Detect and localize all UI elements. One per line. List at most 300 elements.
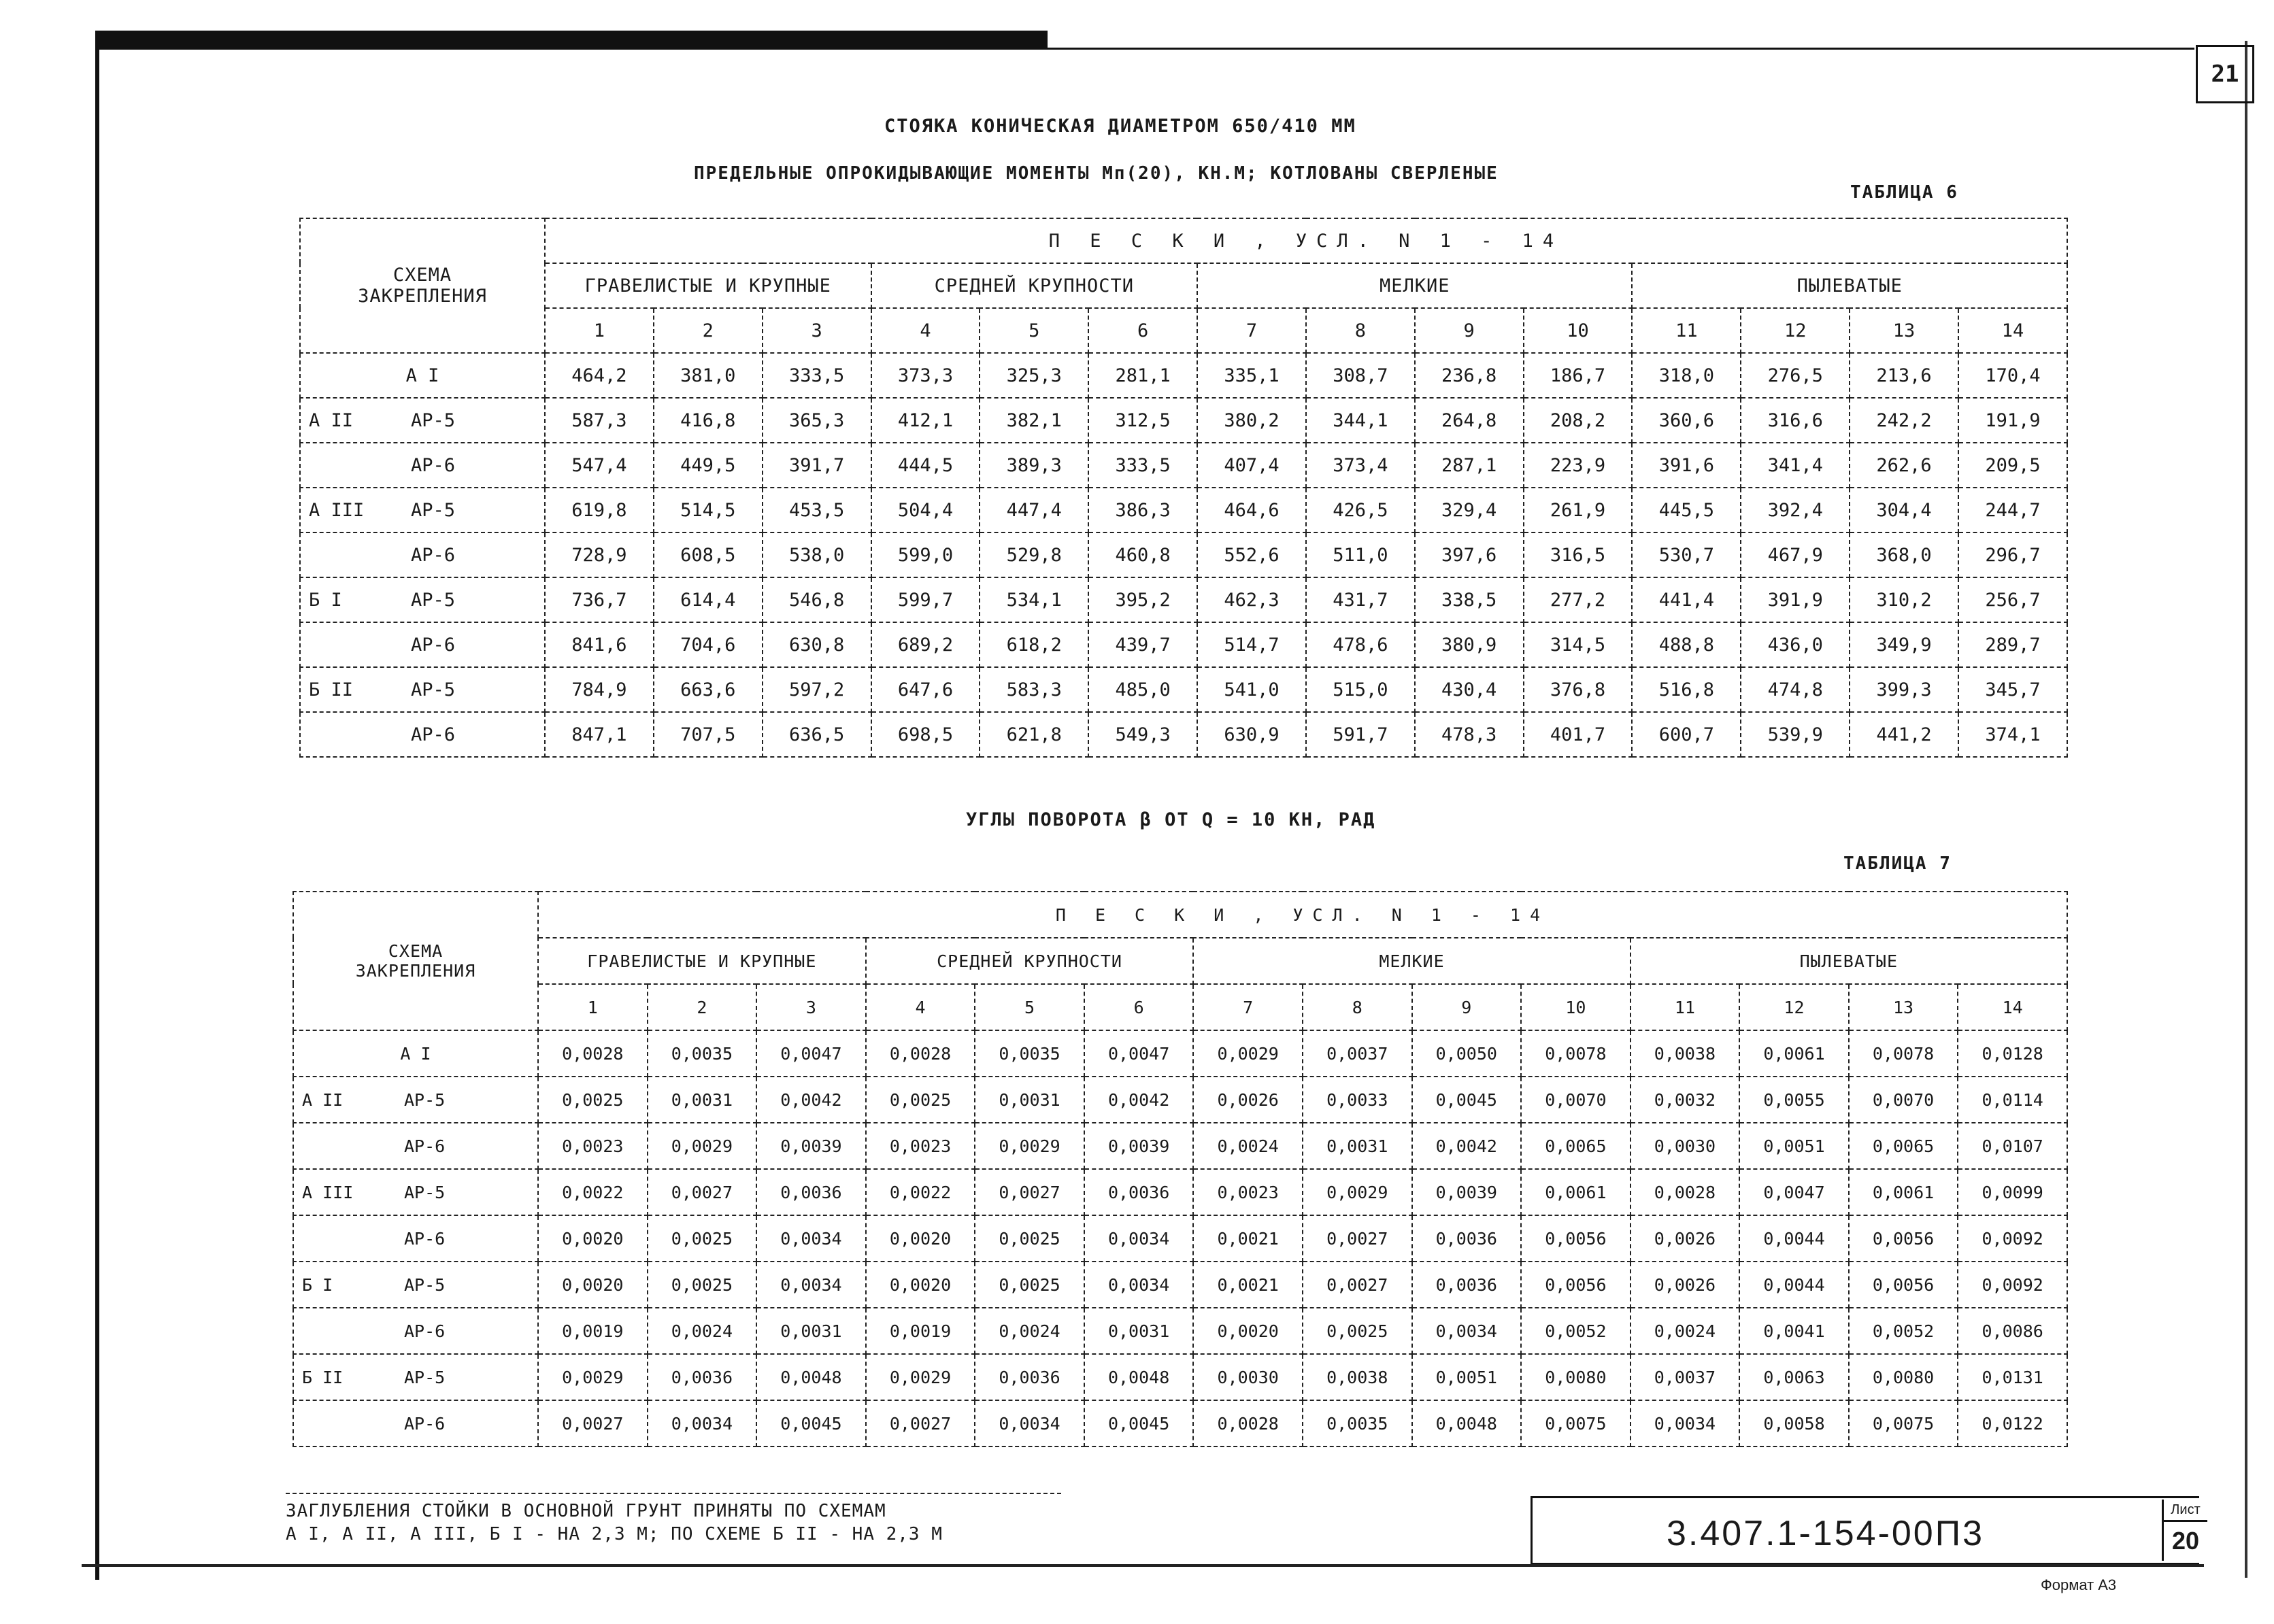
column-number: 14: [1958, 984, 2067, 1030]
value-cell: 847,1: [545, 712, 654, 757]
value-cell: 636,5: [763, 712, 871, 757]
table-row: [300, 667, 2067, 712]
table-row: [293, 1123, 2067, 1169]
value-cell: 310,2: [1850, 577, 1958, 622]
value-cell: 397,6: [1415, 532, 1524, 577]
value-cell: 0,0078: [1849, 1030, 1958, 1077]
value-cell: 0,0021: [1193, 1215, 1303, 1262]
value-cell: 0,0025: [1303, 1308, 1412, 1354]
value-cell: 552,6: [1197, 532, 1306, 577]
value-cell: 0,0061: [1521, 1169, 1631, 1215]
value-cell: 0,0047: [1084, 1030, 1194, 1077]
group-header-4: ПЫЛЕВАТЫЕ: [1632, 263, 2067, 308]
column-number: 8: [1306, 308, 1415, 353]
value-cell: 441,4: [1632, 577, 1741, 622]
value-cell: 208,2: [1524, 398, 1633, 443]
value-cell: 534,1: [980, 577, 1088, 622]
header-row-3: [300, 308, 2067, 353]
row-label: [293, 1169, 538, 1215]
value-cell: 0,0080: [1521, 1354, 1631, 1400]
value-cell: 335,1: [1197, 353, 1306, 398]
value-cell: 0,0020: [866, 1215, 975, 1262]
value-cell: 0,0031: [648, 1077, 757, 1123]
value-cell: 0,0029: [1303, 1169, 1412, 1215]
anchor-type-label: АР-6: [411, 454, 456, 476]
table-row: [300, 577, 2067, 622]
value-cell: 426,5: [1306, 488, 1415, 532]
value-cell: 261,9: [1524, 488, 1633, 532]
value-cell: 0,0036: [756, 1169, 866, 1215]
value-cell: 0,0061: [1849, 1169, 1958, 1215]
value-cell: 0,0028: [1631, 1169, 1740, 1215]
value-cell: 0,0025: [648, 1215, 757, 1262]
anchor-type-label: АР-5: [411, 589, 456, 611]
value-cell: 0,0039: [1412, 1169, 1522, 1215]
column-number: 12: [1741, 308, 1850, 353]
sheet-box: [2162, 1500, 2207, 1561]
value-cell: 0,0030: [1631, 1123, 1740, 1169]
value-cell: 0,0034: [1084, 1262, 1194, 1308]
column-number: 10: [1524, 308, 1633, 353]
value-cell: 373,3: [871, 353, 980, 398]
value-cell: 0,0036: [1084, 1169, 1194, 1215]
anchor-type-label: АР-5: [404, 1367, 446, 1387]
value-cell: 549,3: [1088, 712, 1197, 757]
group-header-3: МЕЛКИЕ: [1193, 938, 1630, 984]
value-cell: 704,6: [654, 622, 763, 667]
anchor-type-label: АР-5: [411, 409, 456, 431]
value-cell: 312,5: [1088, 398, 1197, 443]
anchor-type-label: АР-5: [404, 1182, 446, 1202]
value-cell: 0,0044: [1739, 1215, 1849, 1262]
value-cell: 0,0027: [538, 1400, 648, 1447]
value-cell: 698,5: [871, 712, 980, 757]
value-cell: 0,0028: [866, 1030, 975, 1077]
value-cell: 0,0052: [1521, 1308, 1631, 1354]
group-header-1: ГРАВЕЛИСТЫЕ И КРУПНЫЕ: [545, 263, 871, 308]
value-cell: 0,0051: [1739, 1123, 1849, 1169]
value-cell: 599,7: [871, 577, 980, 622]
row-label: [293, 1077, 538, 1123]
scheme-header: [300, 218, 545, 353]
value-cell: 583,3: [980, 667, 1088, 712]
value-cell: 0,0048: [756, 1354, 866, 1400]
value-cell: 547,4: [545, 443, 654, 488]
value-cell: 244,7: [1958, 488, 2067, 532]
table-row: [300, 622, 2067, 667]
value-cell: 264,8: [1415, 398, 1524, 443]
value-cell: 0,0041: [1739, 1308, 1849, 1354]
scheme-label: Б II: [302, 1367, 344, 1387]
page-title: СТОЯКА КОНИЧЕСКАЯ ДИАМЕТРОМ 650/410 ММ: [884, 116, 1356, 137]
soil-group-header: П Е С К И , УСЛ. N 1 - 14: [538, 892, 2067, 938]
value-cell: 0,0092: [1958, 1262, 2067, 1308]
column-number: 7: [1193, 984, 1303, 1030]
value-cell: 392,4: [1741, 488, 1850, 532]
value-cell: 373,4: [1306, 443, 1415, 488]
column-number: 2: [648, 984, 757, 1030]
value-cell: 0,0050: [1412, 1030, 1522, 1077]
value-cell: 0,0024: [975, 1308, 1084, 1354]
column-number: 8: [1303, 984, 1412, 1030]
anchor-type-label: АР-6: [404, 1136, 446, 1156]
value-cell: 516,8: [1632, 667, 1741, 712]
value-cell: 333,5: [1088, 443, 1197, 488]
value-cell: 0,0042: [756, 1077, 866, 1123]
value-cell: 0,0034: [1084, 1215, 1194, 1262]
value-cell: 488,8: [1632, 622, 1741, 667]
value-cell: 333,5: [763, 353, 871, 398]
value-cell: 0,0037: [1303, 1030, 1412, 1077]
value-cell: 316,6: [1741, 398, 1850, 443]
row-label: [300, 398, 545, 443]
table-row: [293, 1077, 2067, 1123]
value-cell: 0,0038: [1303, 1354, 1412, 1400]
value-cell: 0,0131: [1958, 1354, 2067, 1400]
table-row: [293, 1169, 2067, 1215]
anchor-type-label: АР-5: [404, 1274, 446, 1295]
value-cell: 478,6: [1306, 622, 1415, 667]
table-row: [293, 1262, 2067, 1308]
value-cell: 0,0027: [1303, 1215, 1412, 1262]
value-cell: 511,0: [1306, 532, 1415, 577]
value-cell: 0,0065: [1849, 1123, 1958, 1169]
value-cell: 445,5: [1632, 488, 1741, 532]
anchor-type-label: АР-6: [404, 1228, 446, 1249]
row-label: [293, 1030, 538, 1077]
value-cell: 376,8: [1524, 667, 1633, 712]
row-label: [300, 712, 545, 757]
column-number: 13: [1849, 984, 1958, 1030]
value-cell: 314,5: [1524, 622, 1633, 667]
value-cell: 365,3: [763, 398, 871, 443]
value-cell: 0,0078: [1521, 1030, 1631, 1077]
value-cell: 449,5: [654, 443, 763, 488]
scheme-label: А II: [309, 409, 354, 431]
value-cell: 0,0107: [1958, 1123, 2067, 1169]
value-cell: 0,0035: [975, 1030, 1084, 1077]
value-cell: 386,3: [1088, 488, 1197, 532]
value-cell: 0,0122: [1958, 1400, 2067, 1447]
column-number: 9: [1412, 984, 1522, 1030]
value-cell: 0,0039: [1084, 1123, 1194, 1169]
column-number: 6: [1084, 984, 1194, 1030]
group-header-2: СРЕДНЕЙ КРУПНОСТИ: [871, 263, 1198, 308]
value-cell: 541,0: [1197, 667, 1306, 712]
value-cell: 0,0070: [1849, 1077, 1958, 1123]
value-cell: 0,0019: [538, 1308, 648, 1354]
table7-label: ТАБЛИЦА 7: [1843, 853, 1952, 874]
value-cell: 329,4: [1415, 488, 1524, 532]
value-cell: 0,0056: [1521, 1215, 1631, 1262]
table6: [299, 218, 2068, 758]
value-cell: 0,0031: [1084, 1308, 1194, 1354]
scheme-label: А I: [400, 1043, 431, 1064]
value-cell: 0,0026: [1193, 1077, 1303, 1123]
value-cell: 0,0045: [1412, 1077, 1522, 1123]
value-cell: 0,0025: [975, 1215, 1084, 1262]
table-row: [300, 398, 2067, 443]
value-cell: 841,6: [545, 622, 654, 667]
value-cell: 546,8: [763, 577, 871, 622]
value-cell: 0,0023: [538, 1123, 648, 1169]
value-cell: 0,0030: [1193, 1354, 1303, 1400]
row-label: [300, 443, 545, 488]
value-cell: 0,0052: [1849, 1308, 1958, 1354]
value-cell: 308,7: [1306, 353, 1415, 398]
value-cell: 0,0026: [1631, 1215, 1740, 1262]
value-cell: 504,4: [871, 488, 980, 532]
anchor-type-label: АР-6: [411, 634, 456, 656]
value-cell: 0,0063: [1739, 1354, 1849, 1400]
value-cell: 0,0024: [1631, 1308, 1740, 1354]
value-cell: 391,9: [1741, 577, 1850, 622]
anchor-type-label: АР-5: [404, 1089, 446, 1110]
value-cell: 0,0055: [1739, 1077, 1849, 1123]
value-cell: 287,1: [1415, 443, 1524, 488]
value-cell: 318,0: [1632, 353, 1741, 398]
value-cell: 0,0039: [756, 1123, 866, 1169]
value-cell: 0,0029: [975, 1123, 1084, 1169]
value-cell: 0,0025: [866, 1077, 975, 1123]
value-cell: 391,6: [1632, 443, 1741, 488]
bottom-border-line: [82, 1564, 2204, 1567]
column-number: 1: [538, 984, 648, 1030]
value-cell: 689,2: [871, 622, 980, 667]
value-cell: 0,0128: [1958, 1030, 2067, 1077]
value-cell: 407,4: [1197, 443, 1306, 488]
table-row: [293, 1400, 2067, 1447]
value-cell: 0,0065: [1521, 1123, 1631, 1169]
value-cell: 444,5: [871, 443, 980, 488]
column-number: 5: [975, 984, 1084, 1030]
value-cell: 395,2: [1088, 577, 1197, 622]
table-row: [300, 443, 2067, 488]
scheme-label: Б II: [309, 679, 354, 700]
value-cell: 0,0061: [1739, 1030, 1849, 1077]
value-cell: 277,2: [1524, 577, 1633, 622]
column-number: 2: [654, 308, 763, 353]
row-label: [293, 1262, 538, 1308]
value-cell: 0,0056: [1849, 1262, 1958, 1308]
value-cell: 0,0034: [1631, 1400, 1740, 1447]
value-cell: 0,0035: [1303, 1400, 1412, 1447]
value-cell: 618,2: [980, 622, 1088, 667]
value-cell: 728,9: [545, 532, 654, 577]
value-cell: 213,6: [1850, 353, 1958, 398]
value-cell: 0,0070: [1521, 1077, 1631, 1123]
column-number: 7: [1197, 308, 1306, 353]
value-cell: 304,4: [1850, 488, 1958, 532]
value-cell: 0,0031: [975, 1077, 1084, 1123]
value-cell: 399,3: [1850, 667, 1958, 712]
value-cell: 464,2: [545, 353, 654, 398]
scheme-label: А III: [302, 1182, 354, 1202]
value-cell: 436,0: [1741, 622, 1850, 667]
value-cell: 0,0092: [1958, 1215, 2067, 1262]
value-cell: 0,0029: [866, 1354, 975, 1400]
value-cell: 538,0: [763, 532, 871, 577]
anchor-type-label: АР-6: [411, 544, 456, 566]
row-label: [293, 1400, 538, 1447]
column-number: 10: [1521, 984, 1631, 1030]
value-cell: 0,0020: [538, 1215, 648, 1262]
group-header-3: МЕЛКИЕ: [1197, 263, 1632, 308]
table-row: [293, 1308, 2067, 1354]
value-cell: 600,7: [1632, 712, 1741, 757]
value-cell: 0,0036: [648, 1354, 757, 1400]
value-cell: 0,0032: [1631, 1077, 1740, 1123]
column-number: 4: [866, 984, 975, 1030]
column-number: 4: [871, 308, 980, 353]
sheet-corner-number: 21: [2196, 45, 2254, 103]
value-cell: 0,0056: [1849, 1215, 1958, 1262]
row-label: [293, 1354, 538, 1400]
row-label: [300, 488, 545, 532]
foundation-note: [286, 1493, 1061, 1564]
anchor-type-label: АР-5: [411, 499, 456, 521]
anchor-type-label: АР-6: [404, 1413, 446, 1434]
header-row-1: [293, 892, 2067, 938]
value-cell: 462,3: [1197, 577, 1306, 622]
column-number: 1: [545, 308, 654, 353]
row-label: [293, 1123, 538, 1169]
value-cell: 514,5: [654, 488, 763, 532]
row-label: [293, 1308, 538, 1354]
value-cell: 599,0: [871, 532, 980, 577]
value-cell: 0,0025: [538, 1077, 648, 1123]
table6-label: ТАБЛИЦА 6: [1850, 182, 1958, 203]
value-cell: 0,0029: [1193, 1030, 1303, 1077]
value-cell: 412,1: [871, 398, 980, 443]
value-cell: 0,0080: [1849, 1354, 1958, 1400]
value-cell: 591,7: [1306, 712, 1415, 757]
value-cell: 0,0056: [1521, 1262, 1631, 1308]
value-cell: 0,0029: [648, 1123, 757, 1169]
column-number: 6: [1088, 308, 1197, 353]
value-cell: 0,0038: [1631, 1030, 1740, 1077]
value-cell: 416,8: [654, 398, 763, 443]
column-number: 5: [980, 308, 1088, 353]
value-cell: 0,0031: [1303, 1123, 1412, 1169]
scheme-label: А III: [309, 499, 365, 521]
value-cell: 262,6: [1850, 443, 1958, 488]
value-cell: 0,0037: [1631, 1354, 1740, 1400]
value-cell: 460,8: [1088, 532, 1197, 577]
value-cell: 0,0019: [866, 1308, 975, 1354]
value-cell: 0,0034: [648, 1400, 757, 1447]
table-row: [293, 1215, 2067, 1262]
group-header-2: СРЕДНЕЙ КРУПНОСТИ: [866, 938, 1194, 984]
value-cell: 587,3: [545, 398, 654, 443]
value-cell: 0,0024: [1193, 1123, 1303, 1169]
value-cell: 391,7: [763, 443, 871, 488]
column-number: 3: [756, 984, 866, 1030]
value-cell: 430,4: [1415, 667, 1524, 712]
value-cell: 447,4: [980, 488, 1088, 532]
value-cell: 191,9: [1958, 398, 2067, 443]
anchor-type-label: АР-6: [404, 1321, 446, 1341]
value-cell: 0,0036: [1412, 1215, 1522, 1262]
value-cell: 0,0022: [538, 1169, 648, 1215]
value-cell: 597,2: [763, 667, 871, 712]
value-cell: 401,7: [1524, 712, 1633, 757]
value-cell: 0,0028: [538, 1030, 648, 1077]
value-cell: 0,0047: [1739, 1169, 1849, 1215]
document-code: 3.407.1-154-00П3: [1667, 1514, 1985, 1553]
value-cell: 485,0: [1088, 667, 1197, 712]
note-line-1: ЗАГЛУБЛЕНИЯ СТОЙКИ В ОСНОВНОЙ ГРУНТ ПРИНЯТЫ ПО СХЕМАМ: [286, 1501, 886, 1521]
value-cell: 431,7: [1306, 577, 1415, 622]
value-cell: 0,0051: [1412, 1354, 1522, 1400]
row-label: [300, 622, 545, 667]
value-cell: 0,0036: [1412, 1262, 1522, 1308]
column-number: 11: [1631, 984, 1740, 1030]
value-cell: 345,7: [1958, 667, 2067, 712]
value-cell: 289,7: [1958, 622, 2067, 667]
value-cell: 614,4: [654, 577, 763, 622]
column-number: 3: [763, 308, 871, 353]
value-cell: 0,0029: [538, 1354, 648, 1400]
group-header-4: ПЫЛЕВАТЫЕ: [1631, 938, 2067, 984]
row-label: [293, 1215, 538, 1262]
header-row-1: [300, 218, 2067, 263]
row-label: [300, 667, 545, 712]
value-cell: 0,0114: [1958, 1077, 2067, 1123]
value-cell: 441,2: [1850, 712, 1958, 757]
value-cell: 453,5: [763, 488, 871, 532]
value-cell: 0,0075: [1521, 1400, 1631, 1447]
value-cell: 0,0025: [648, 1262, 757, 1308]
sheet-label: Лист: [2164, 1500, 2207, 1522]
value-cell: 0,0099: [1958, 1169, 2067, 1215]
row-label: [300, 532, 545, 577]
group-header-1: ГРАВЕЛИСТЫЕ И КРУПНЫЕ: [538, 938, 866, 984]
value-cell: 223,9: [1524, 443, 1633, 488]
value-cell: 0,0027: [648, 1169, 757, 1215]
value-cell: 0,0058: [1739, 1400, 1849, 1447]
value-cell: 281,1: [1088, 353, 1197, 398]
scheme-label: Б I: [309, 589, 342, 611]
column-number: 9: [1415, 308, 1524, 353]
sheet-number: 20: [2171, 1527, 2200, 1555]
value-cell: 0,0034: [975, 1400, 1084, 1447]
value-cell: 0,0035: [648, 1030, 757, 1077]
value-cell: 0,0027: [866, 1400, 975, 1447]
scheme-label: Б I: [302, 1274, 333, 1295]
value-cell: 381,0: [654, 353, 763, 398]
anchor-type-label: АР-5: [411, 679, 456, 700]
table-row: [300, 488, 2067, 532]
value-cell: 360,6: [1632, 398, 1741, 443]
value-cell: 0,0075: [1849, 1400, 1958, 1447]
table-row: [300, 532, 2067, 577]
value-cell: 619,8: [545, 488, 654, 532]
value-cell: 707,5: [654, 712, 763, 757]
value-cell: 630,9: [1197, 712, 1306, 757]
row-label: [300, 577, 545, 622]
value-cell: 0,0045: [1084, 1400, 1194, 1447]
value-cell: 0,0047: [756, 1030, 866, 1077]
value-cell: 389,3: [980, 443, 1088, 488]
value-cell: 0,0034: [756, 1215, 866, 1262]
value-cell: 478,3: [1415, 712, 1524, 757]
value-cell: 316,5: [1524, 532, 1633, 577]
value-cell: 0,0027: [1303, 1262, 1412, 1308]
soil-group-header: П Е С К И , УСЛ. N 1 - 14: [545, 218, 2067, 263]
value-cell: 256,7: [1958, 577, 2067, 622]
format-label: Формат А3: [2041, 1576, 2117, 1593]
